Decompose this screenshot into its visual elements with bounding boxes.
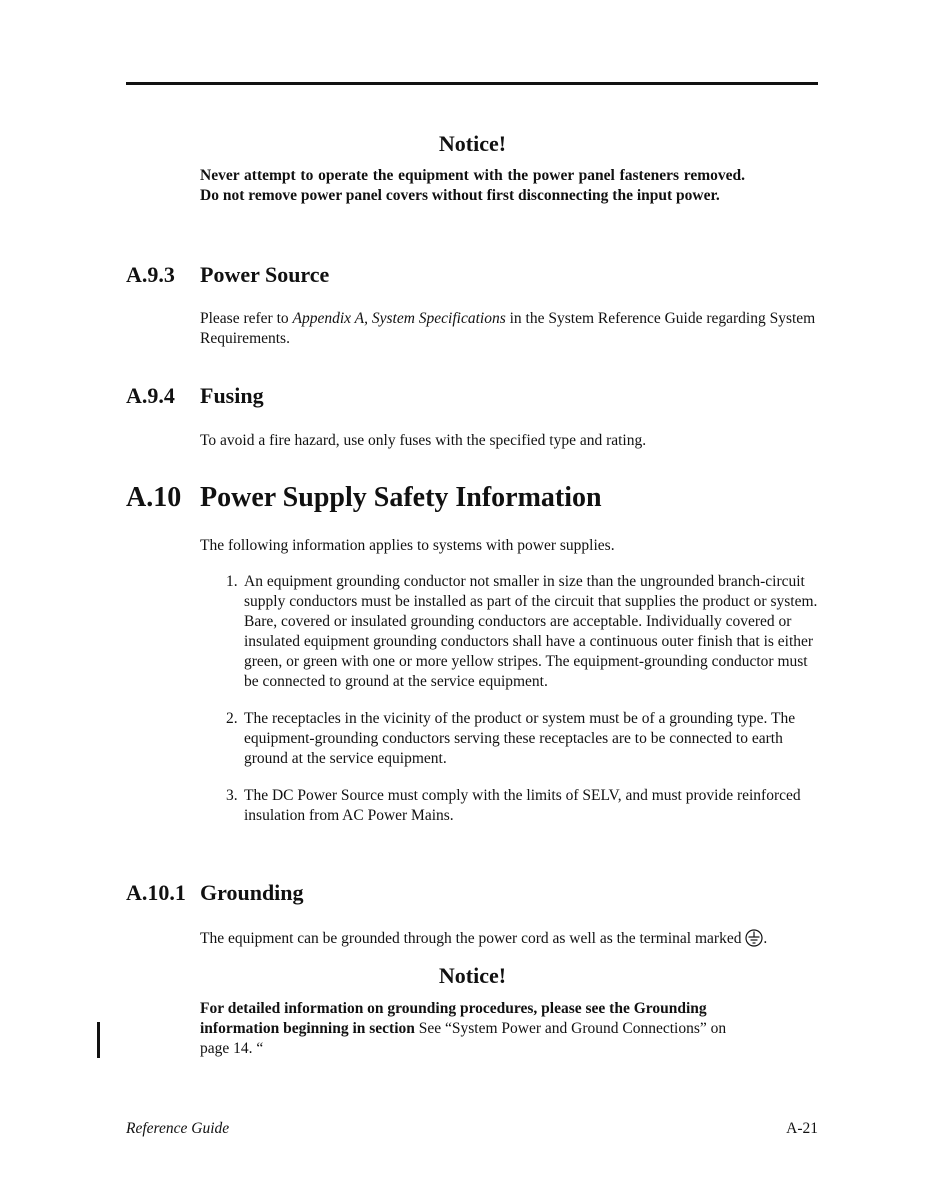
grounding-paragraph: [200, 929, 820, 953]
text-segment: .: [763, 930, 768, 947]
notice-grounding-text: [200, 999, 745, 1059]
section-number: A.9.4: [126, 383, 175, 408]
section-number: A.9.3: [126, 262, 175, 287]
list-marker: 1.: [226, 573, 238, 590]
page-number: A-21: [786, 1120, 818, 1137]
section-heading-a93: [126, 262, 329, 288]
section-title: Power Source: [200, 262, 330, 287]
footer-document-title: Reference Guide: [126, 1120, 230, 1137]
italic-reference: Appendix A, System Specifications: [292, 310, 506, 327]
text-segment: The equipment can be grounded through the power cord as well as the terminal marked: [200, 930, 742, 947]
notice-text: Never attempt to operate the equipment with the power panel fasteners removed. Do not remove power panel covers without first disconnecting the input power.: [200, 167, 745, 204]
text-segment: in the System Reference Guide regarding System Requirements.: [200, 310, 816, 347]
power-supply-intro: The following information applies to systems with power supplies.: [200, 537, 615, 554]
list-item: [226, 709, 820, 769]
fusing-paragraph: To avoid a fire hazard, use only fuses with the specified type and rating.: [200, 432, 647, 449]
section-title: Grounding: [200, 880, 304, 905]
list-item: [226, 572, 820, 692]
section-heading-a10: [126, 482, 602, 514]
section-heading-a94: [126, 383, 264, 409]
section-title: Power Supply Safety Information: [200, 482, 602, 513]
list-item-text: An equipment grounding conductor not smaller in size than the ungrounded branch-circuit supply conductors must be installed as part of the circuit that supplies the product or system. Bare, covered or insulated grounding conductors are acceptable. Individually covered or insulated equipment grounding conductors shall have a continuous outer finish that is either green, or green with one or more yellow stripes. The equipment-grounding conductor must be connected to ground at the service equipment.: [244, 573, 818, 690]
notice-title: Notice!: [438, 963, 507, 988]
list-marker: 3.: [226, 787, 238, 804]
protective-earth-icon: [745, 929, 763, 953]
list-item-text: The DC Power Source must comply with the limits of SELV, and must provide reinforced insulation from AC Power Mains.: [244, 787, 801, 824]
list-item-text: The receptacles in the vicinity of the product or system must be of a grounding type. The equipment-grounding conductors serving these receptacles are to be connected to earth ground at the service equipment.: [244, 710, 796, 767]
notice-bold-text: For detailed information on grounding procedures, please see the Grounding information beginning in section: [200, 1000, 707, 1037]
text-segment: Please refer to: [200, 310, 293, 327]
section-title: Fusing: [200, 383, 264, 408]
power-source-paragraph: [200, 309, 820, 349]
safety-list: [226, 572, 820, 843]
section-heading-a101: [126, 880, 304, 906]
cross-reference-link[interactable]: See “System Power and Ground Connections” on page 14. “: [200, 1020, 727, 1057]
notice-title: Notice!: [438, 131, 507, 156]
section-number: A.10.1: [126, 880, 186, 905]
list-item: [226, 786, 820, 826]
change-bar: [97, 1022, 100, 1058]
list-marker: 2.: [226, 710, 238, 727]
top-rule: [126, 82, 818, 85]
section-number: A.10: [126, 482, 182, 513]
